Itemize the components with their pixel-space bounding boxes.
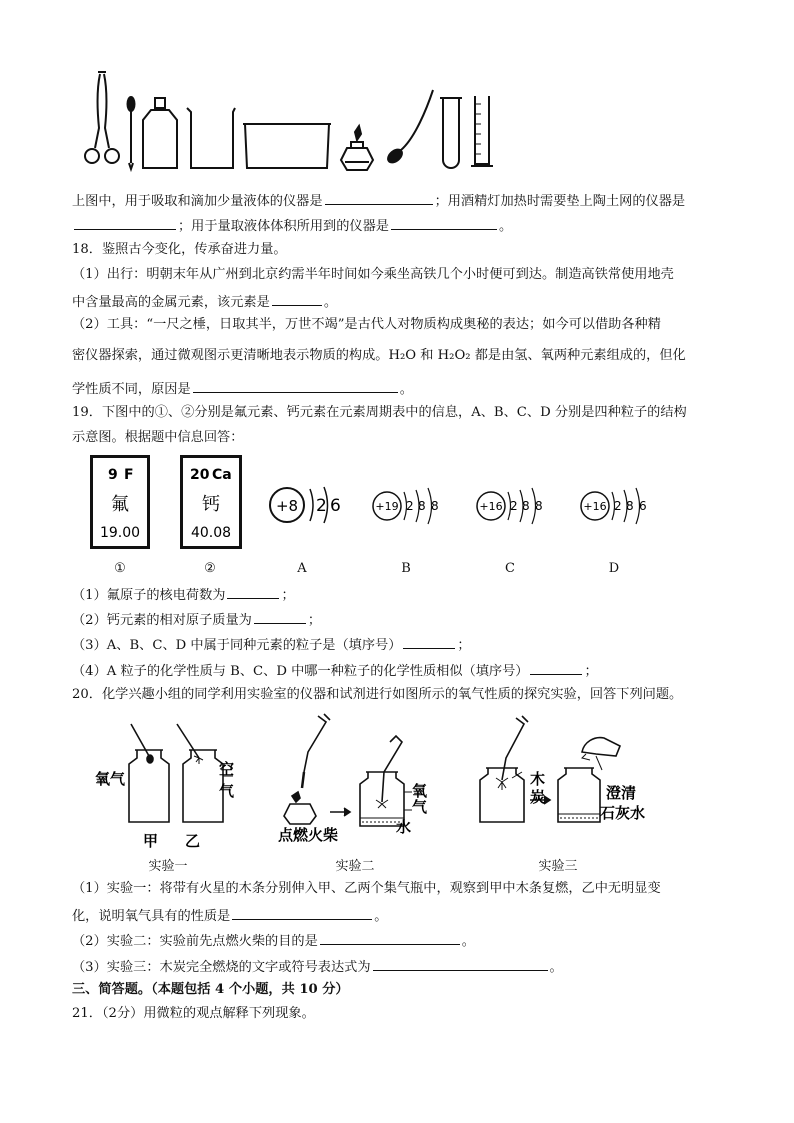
answer-blank[interactable] [254, 609, 306, 624]
caption-experiment-2: 实验二 [335, 859, 375, 874]
q19-text-a: 19．下图中的①、②分别是氟元素、钙元素在元素周期表中的信息，A、B、C、D 分别是四种粒子的结构 [72, 405, 687, 420]
element-mass: 19.00 [99, 525, 141, 541]
label-charcoal-1: 木 [530, 770, 546, 788]
label-air-2: 气 [219, 782, 235, 800]
crucible-tongs-icon [85, 72, 119, 163]
q18-1-text-b: 中含量最高的金属元素，该元素是 [72, 295, 270, 310]
label-water: 水 [396, 818, 412, 836]
shell-electrons: 8 [626, 499, 634, 513]
shell-electrons: 2 [406, 499, 414, 513]
section-3-text: 三、简答题。（本题包括 4 个小题，共 10 分） [72, 982, 349, 997]
q20-2-end: 。 [461, 934, 475, 949]
graduated-cylinder-icon [471, 96, 493, 166]
test-tube-icon [440, 98, 462, 168]
q18-title-text: 18．鉴照古今变化，传承奋进力量。 [72, 242, 287, 257]
element-symbol: Ca [212, 467, 232, 483]
q20-1-text-b: 化，说明氧气具有的性质是 [72, 909, 231, 924]
nucleus-charge: +8 [275, 497, 299, 515]
q17-line-2 [72, 215, 512, 236]
experiment-2-figure [278, 712, 448, 842]
shell-electrons: 6 [330, 496, 341, 516]
q20-1-line-a [72, 880, 661, 898]
q19-4 [72, 660, 598, 681]
q19-1-end: ； [281, 588, 295, 603]
element-card-calcium [180, 455, 242, 549]
beaker-icon [187, 108, 235, 168]
q20-3-end: 。 [549, 960, 563, 975]
answer-blank[interactable] [74, 215, 176, 230]
q19-line-b [72, 429, 243, 447]
label-match: 点燃火柴 [278, 826, 339, 844]
element-name: 氟 [111, 494, 129, 515]
shell-electrons: 8 [522, 499, 530, 513]
element-mass: 40.08 [190, 525, 232, 541]
q20-1-line-b [72, 905, 387, 926]
tag-particle-c: C [505, 561, 515, 576]
q18-2-end: 。 [399, 382, 413, 397]
q18-2-line-c [72, 378, 413, 399]
q17-text-a: 上图中，用于吸取和滴加少量液体的仪器是 [72, 194, 323, 209]
q20-1-end: 。 [374, 909, 388, 924]
shell-electrons: 8 [431, 499, 439, 513]
tag-particle-b: B [401, 561, 411, 576]
q20-3-text: （3）实验三：木炭完全燃烧的文字或符号表达式为 [72, 960, 371, 975]
q18-2-text-a: （2）工具：“一尺之棰，日取其半，万世不竭”是古代人对物质构成奥秘的表达；如今可以借助各种精 [72, 317, 661, 332]
shell-electrons: 8 [418, 499, 426, 513]
q19-4-end: ； [584, 664, 598, 679]
q18-1-line-a [72, 266, 674, 284]
q20-line [72, 686, 682, 704]
q18-2-text-b: 密仪器探索，通过微观图示更清晰地表示物质的构成。H₂O 和 H₂O₂ 都是由氢、氧两种元素组成的，但化 [72, 348, 686, 363]
q19-3-text: （3）A、B、C、D 中属于同种元素的粒子是（填序号） [72, 638, 402, 653]
experiment-3-figure [470, 712, 650, 832]
q21-line [72, 1005, 315, 1023]
element-number: 9 [108, 467, 118, 483]
q17-text-c: ；用于量取液体体积所用到的仪器是 [178, 219, 389, 234]
q18-1-end: 。 [323, 295, 337, 310]
answer-blank[interactable] [391, 215, 497, 230]
q20-2 [72, 930, 475, 951]
particle-diagram-b [370, 478, 450, 534]
label-oxygen-2a: 氧 [412, 782, 428, 800]
element-card-fluorine [90, 455, 150, 549]
reagent-bottle-icon [143, 98, 177, 168]
answer-blank[interactable] [272, 291, 322, 306]
shell-electrons: 6 [639, 499, 647, 513]
caption-experiment-3: 实验三 [538, 859, 578, 874]
trough-icon [243, 124, 331, 168]
particle-diagram-a [266, 475, 346, 535]
answer-blank[interactable] [325, 190, 433, 205]
q19-line-a [72, 404, 687, 422]
element-number: 20 [190, 467, 210, 483]
q20-1-text-a: （1）实验一：将带有火星的木条分别伸入甲、乙两个集气瓶中，观察到甲中木条复燃，乙中无明显变 [72, 881, 661, 896]
q18-2-line-b [72, 347, 686, 365]
answer-blank[interactable] [227, 584, 279, 599]
q18-1-line-b [72, 291, 337, 312]
q19-3-end: ； [457, 638, 471, 653]
q20-text: 20．化学兴趣小组的同学利用实验室的仪器和试剂进行如图所示的氧气性质的探究实验，回答下列问题。 [72, 687, 683, 702]
label-limewater-2: 石灰水 [600, 804, 646, 822]
label-jia: 甲 [143, 832, 159, 850]
nucleus-charge: +16 [479, 500, 503, 513]
alcohol-lamp-icon [341, 126, 373, 170]
label-oxygen-2b: 气 [412, 798, 428, 816]
experiment-1-figure [95, 722, 255, 850]
lab-instruments-figure [75, 68, 500, 176]
q19-2 [72, 609, 321, 630]
answer-blank[interactable] [530, 660, 582, 675]
particle-diagram-d [578, 478, 658, 534]
tag-element-2: ② [204, 561, 216, 576]
q18-2-text-c: 学性质不同，原因是 [72, 382, 191, 397]
element-name: 钙 [202, 494, 220, 515]
q18-2-line-a [72, 316, 661, 334]
answer-blank[interactable] [193, 378, 398, 393]
nucleus-charge: +19 [375, 500, 399, 513]
element-symbol: F [124, 467, 134, 483]
answer-blank[interactable] [373, 956, 548, 971]
q18-title [72, 241, 287, 259]
tag-particle-d: D [608, 561, 620, 576]
q21-text: 21．（2分）用微粒的观点解释下列现象。 [72, 1006, 315, 1021]
q19-1-text: （1）氟原子的核电荷数为 [72, 588, 226, 603]
q17-text-b: ；用酒精灯加热时需要垫上陶土网的仪器是 [434, 194, 686, 209]
q18-1-text-a: （1）出行：明朝末年从广州到北京约需半年时间如今乘坐高铁几个小时便可到达。制造高铁常使用地壳 [72, 267, 674, 282]
caption-experiment-1: 实验一 [148, 859, 188, 874]
shell-electrons: 8 [535, 499, 543, 513]
q19-text-b: 示意图。根据题中信息回答： [72, 430, 244, 445]
q19-2-end: ； [307, 613, 322, 628]
answer-blank[interactable] [232, 905, 372, 920]
label-yi: 乙 [185, 832, 201, 850]
tag-particle-a: A [297, 561, 307, 576]
shell-electrons: 2 [614, 499, 622, 513]
answer-blank[interactable] [320, 930, 460, 945]
q19-4-text: （4）A 粒子的化学性质与 B、C、D 中哪一种粒子的化学性质相似（填序号） [72, 664, 529, 679]
medicine-spoon-icon [386, 90, 433, 165]
answer-blank[interactable] [403, 634, 455, 649]
tag-element-1: ① [114, 561, 126, 576]
shell-electrons: 2 [510, 499, 518, 513]
q20-2-text: （2）实验二：实验前先点燃火柴的目的是 [72, 934, 318, 949]
nucleus-charge: +16 [583, 500, 607, 513]
q17-end: 。 [499, 219, 513, 234]
dropper-icon [128, 97, 135, 169]
q17-line-1 [72, 190, 685, 211]
particle-diagram-c [474, 478, 554, 534]
label-charcoal-2: 炭 [530, 788, 546, 806]
q19-2-text: （2）钙元素的相对原子质量为 [72, 613, 252, 628]
shell-electrons: 2 [316, 496, 327, 516]
q19-3 [72, 634, 471, 655]
label-oxygen: 氧气 [95, 770, 126, 788]
label-air-1: 空 [219, 760, 235, 778]
q20-3 [72, 956, 563, 977]
q19-1 [72, 584, 295, 605]
label-limewater-1: 澄清 [606, 784, 637, 802]
section-3-heading [72, 981, 349, 999]
